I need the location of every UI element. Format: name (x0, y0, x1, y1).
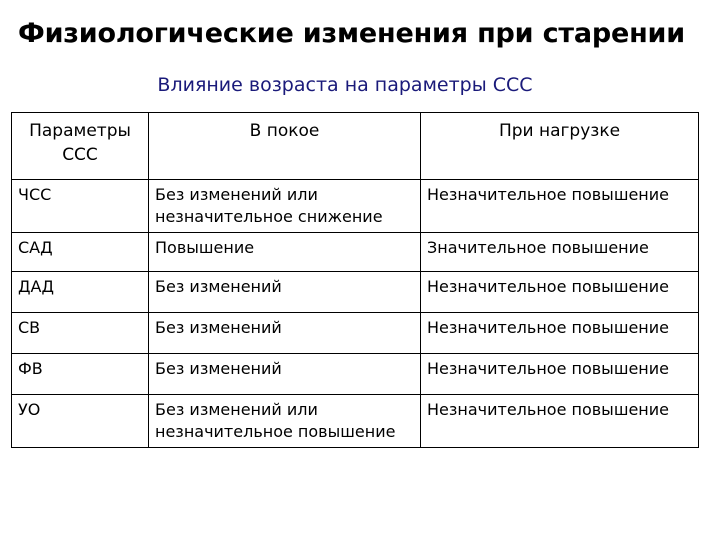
parameters-table (11, 112, 699, 448)
param-cell: ДАД (12, 272, 149, 313)
table-row (12, 395, 699, 448)
rest-cell: Без изменений или незначительное снижение (149, 180, 421, 233)
table-row (12, 313, 699, 354)
param-cell: УО (12, 395, 149, 448)
load-cell: Незначительное повышение (421, 395, 699, 448)
slide-subtitle: Влияние возраста на параметры ССС (157, 74, 533, 96)
param-cell: ЧСС (12, 180, 149, 233)
load-cell: Незначительное повышение (421, 180, 699, 233)
load-cell: Незначительное повышение (421, 313, 699, 354)
load-cell: Незначительное повышение (421, 272, 699, 313)
rest-cell: Без изменений или незначительное повышение (149, 395, 421, 448)
rest-cell: Повышение (149, 233, 421, 272)
slide-title: Физиологические изменения при старении (18, 18, 685, 49)
table-row (12, 233, 699, 272)
param-cell: ФВ (12, 354, 149, 395)
table-row (12, 272, 699, 313)
header-under-load: При нагрузке (421, 113, 699, 180)
load-cell: Незначительное повышение (421, 354, 699, 395)
rest-cell: Без изменений (149, 272, 421, 313)
header-at-rest: В покое (149, 113, 421, 180)
rest-cell: Без изменений (149, 354, 421, 395)
header-parameters: Параметры ССС (12, 113, 149, 180)
rest-cell: Без изменений (149, 313, 421, 354)
load-cell: Значительное повышение (421, 233, 699, 272)
param-cell: САД (12, 233, 149, 272)
table-row (12, 180, 699, 233)
table-header-row (12, 113, 699, 180)
table-row (12, 354, 699, 395)
param-cell: СВ (12, 313, 149, 354)
